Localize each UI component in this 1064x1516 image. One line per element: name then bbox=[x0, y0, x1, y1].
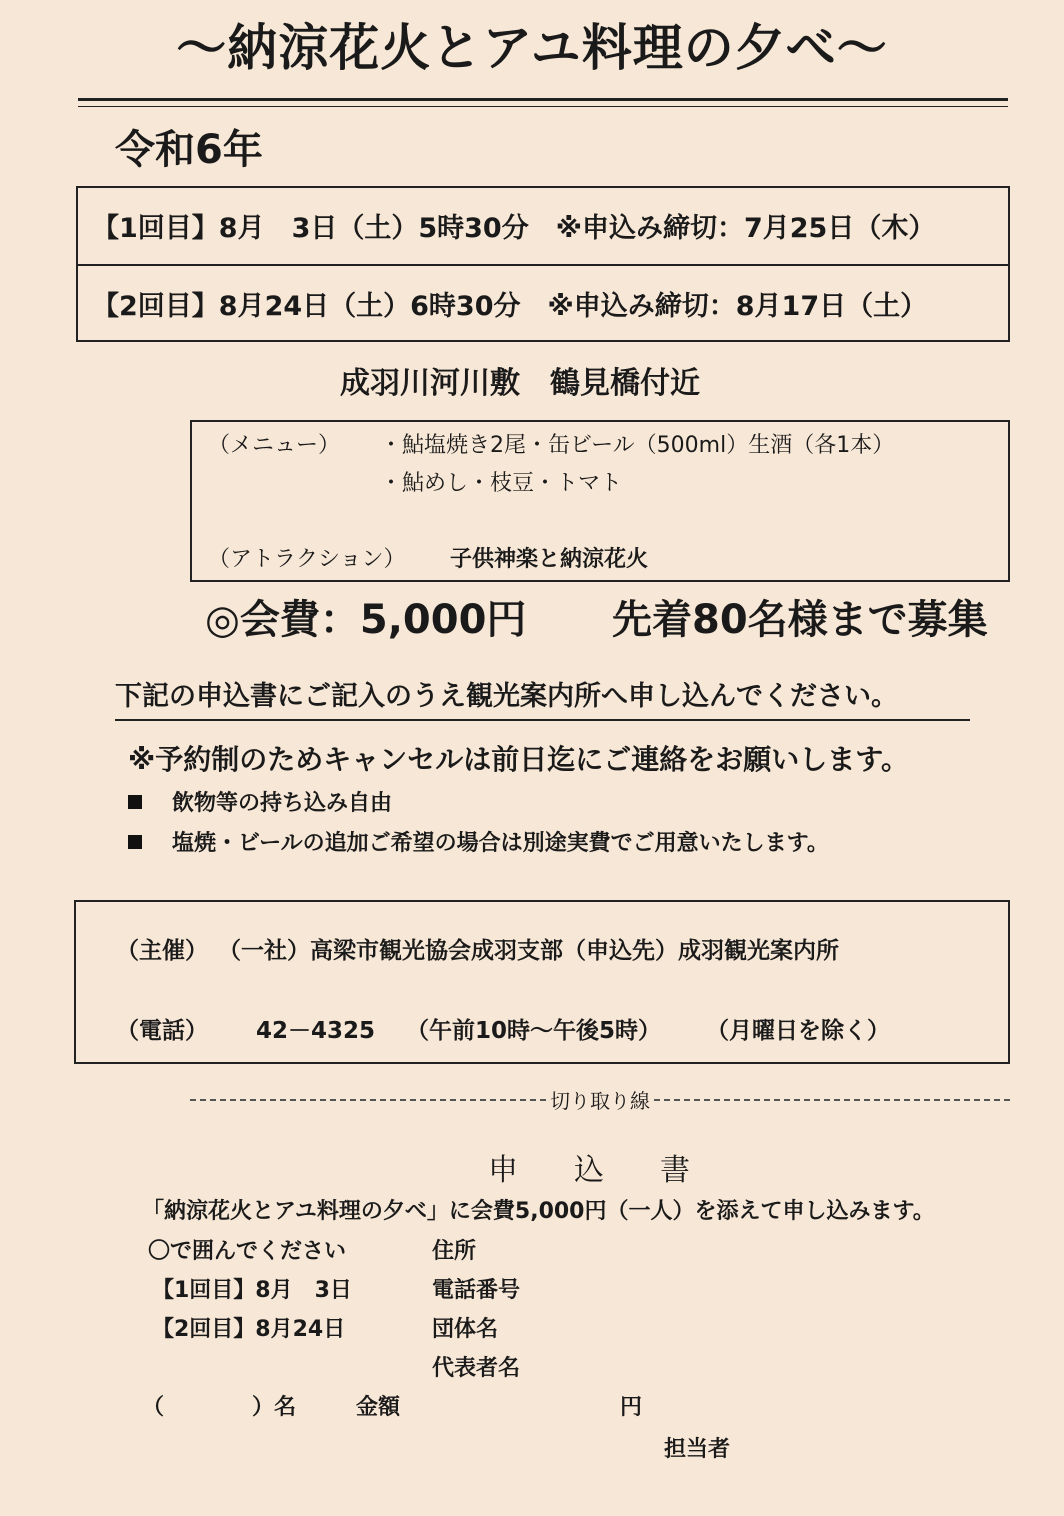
page-title: 〜納涼花火とアユ料理の夕べ〜 bbox=[176, 19, 888, 77]
cancel-note: ※予約制のためキャンセルは前日迄にご連絡をお願いします。 bbox=[128, 743, 909, 776]
bullet-text: 飲物等の持ち込み自由 bbox=[172, 791, 393, 816]
amount-label[interactable]: 金額 bbox=[356, 1395, 401, 1420]
yen-label: 円 bbox=[620, 1395, 643, 1420]
capacity: 先着80名様まで募集 bbox=[612, 597, 988, 643]
cut-line bbox=[190, 1085, 1010, 1114]
office-hours: （午前10時〜午後5時） bbox=[406, 1018, 662, 1044]
schedule-divider bbox=[78, 264, 1008, 266]
session-1: 【1回目】8月 3日（土）5時30分 ※申込み締切：7月25日（木） bbox=[92, 213, 936, 244]
title-rule-thick bbox=[78, 98, 1008, 101]
phone-label: （電話） bbox=[116, 1018, 208, 1044]
bullet-item bbox=[128, 826, 829, 857]
count-close: ）名 bbox=[252, 1395, 297, 1420]
form-intro: 「納涼花火とアユ料理の夕べ」に会費5,000円（一人）を添えて申し込みます。 bbox=[142, 1199, 935, 1224]
circle-instruction: 〇で囲んでください bbox=[148, 1239, 347, 1264]
count-open: （ bbox=[142, 1395, 165, 1420]
menu-line-1: ・鮎塩焼き2尾・缶ビール（500ml）生酒（各1本） bbox=[380, 433, 895, 458]
form-session-1[interactable]: 【1回目】8月 3日 bbox=[152, 1278, 352, 1303]
cut-line-label: 切り取り線 bbox=[550, 1089, 650, 1113]
venue: 成羽川河川敷 鶴見橋付近 bbox=[340, 366, 700, 401]
title-rule-thin bbox=[78, 106, 1008, 107]
square-bullet-icon bbox=[128, 835, 142, 849]
host-label: （主催） bbox=[116, 938, 208, 964]
representative-label[interactable]: 代表者名 bbox=[432, 1356, 521, 1381]
form-session-2[interactable]: 【2回目】8月24日 bbox=[152, 1317, 346, 1342]
bullet-text: 塩焼・ビールの追加ご希望の場合は別途実費でご用意いたします。 bbox=[172, 831, 829, 856]
session-2: 【2回目】8月24日（土）6時30分 ※申込み締切：8月17日（土） bbox=[92, 291, 928, 322]
apply-instruction: 下記の申込書にご記入のうえ観光案内所へ申し込んでください。 bbox=[115, 674, 970, 721]
menu-box bbox=[190, 420, 1010, 582]
phone-field-label[interactable]: 電話番号 bbox=[432, 1278, 521, 1303]
cut-dash-right bbox=[654, 1099, 1010, 1101]
staff-label: 担当者 bbox=[664, 1437, 731, 1462]
menu-line-2: ・鮎めし・枝豆・トマト bbox=[380, 471, 623, 496]
closed-day: （月曜日を除く） bbox=[706, 1018, 890, 1044]
phone-number: 42－4325 bbox=[256, 1018, 376, 1044]
attraction-value: 子供神楽と納涼花火 bbox=[450, 546, 649, 572]
bullet-item bbox=[128, 786, 392, 817]
attraction-label: （アトラクション） bbox=[208, 547, 406, 572]
square-bullet-icon bbox=[128, 795, 142, 809]
host-value: （一社）高梁市観光協会成羽支部（申込先）成羽観光案内所 bbox=[218, 938, 839, 964]
year-label: 令和6年 bbox=[115, 127, 263, 173]
menu-label: （メニュー） bbox=[208, 433, 341, 458]
group-label[interactable]: 団体名 bbox=[432, 1317, 499, 1342]
cut-dash-left bbox=[190, 1099, 546, 1101]
organizer-box bbox=[74, 900, 1010, 1064]
form-title: 申込書 bbox=[488, 1153, 746, 1188]
schedule-box bbox=[76, 186, 1010, 342]
address-label[interactable]: 住所 bbox=[432, 1239, 477, 1264]
fee: ◎会費：5,000円 bbox=[205, 597, 527, 643]
